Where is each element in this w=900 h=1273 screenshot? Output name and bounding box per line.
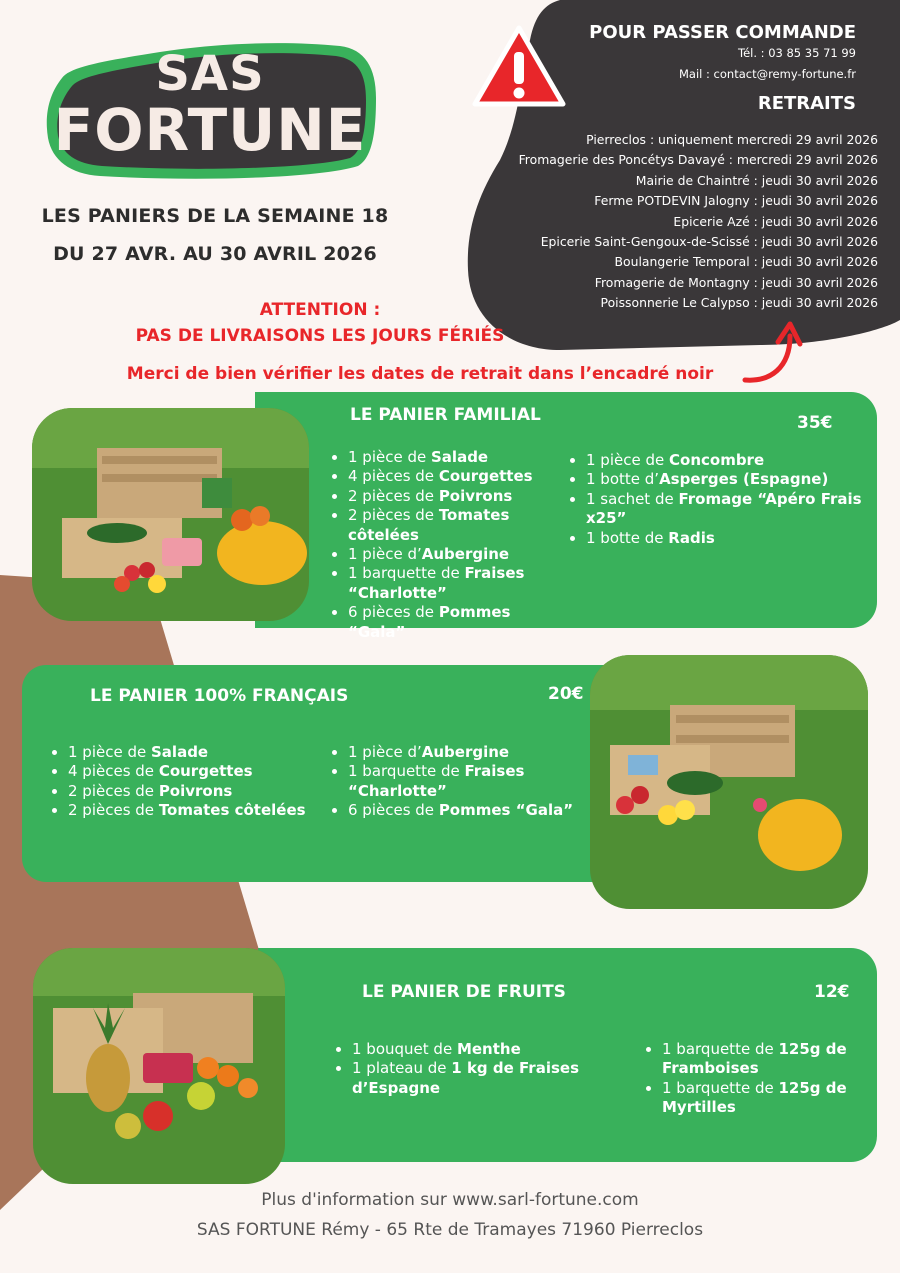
pickup-item: Boulangerie Temporal : jeudi 30 avril 2026 xyxy=(614,254,878,270)
basket-item-product: Fraises “Charlotte” xyxy=(348,762,525,800)
basket-item-quantity: 2 pièces de xyxy=(348,486,439,505)
basket-item-product: Fromage “Apéro Frais x25” xyxy=(586,489,862,528)
basket-item-quantity: 4 pièces de xyxy=(348,467,439,486)
basket-item-product: Pommes “Gala” xyxy=(438,801,574,820)
basket-item-quantity: 1 barquette de xyxy=(348,564,465,583)
basket-fruits-photo xyxy=(33,948,285,1184)
basket-item-quantity: 1 sachet de xyxy=(586,489,679,508)
warning-triangle-icon xyxy=(470,22,568,110)
basket-familial-photo xyxy=(32,408,309,621)
basket-item xyxy=(586,529,876,548)
basket-item xyxy=(348,743,588,762)
basket-item xyxy=(352,1040,612,1059)
basket-item-quantity: 1 botte d’ xyxy=(586,470,660,489)
basket-item xyxy=(68,762,323,781)
basket-item-quantity: 1 pièce de xyxy=(68,743,151,761)
week-title-line1: LES PANIERS DE LA SEMAINE 18 xyxy=(41,205,389,227)
basket-item-product: Pommes “Gala” xyxy=(348,603,511,641)
basket-item xyxy=(348,801,588,820)
basket-item xyxy=(348,487,573,506)
basket-item-quantity: 1 barquette de xyxy=(348,762,465,781)
basket-item-quantity: 2 pièces de xyxy=(68,801,159,820)
basket-item xyxy=(348,545,573,564)
basket-francais-list-col1 xyxy=(50,743,323,821)
basket-item-quantity: 1 plateau de xyxy=(352,1059,452,1078)
basket-item xyxy=(348,448,573,467)
basket-item-product: Poivrons xyxy=(438,486,513,505)
basket-item-quantity: 2 pièces de xyxy=(68,781,159,800)
week-title-line2: DU 27 AVR. AU 30 AVRIL 2026 xyxy=(53,243,377,265)
basket-item xyxy=(348,762,588,801)
basket-item xyxy=(586,490,876,529)
pickup-item: Mairie de Chaintré : jeudi 30 avril 2026 xyxy=(635,172,878,188)
basket-item xyxy=(352,1059,612,1098)
attention-heading: ATTENTION : xyxy=(259,300,381,320)
retraits-title: RETRAITS xyxy=(757,93,856,114)
basket-item-product: Asperges (Espagne) xyxy=(659,470,829,489)
basket-item xyxy=(586,451,876,470)
basket-item-quantity: 1 barquette de xyxy=(662,1078,779,1097)
basket-item-product: Fraises “Charlotte” xyxy=(348,564,525,602)
footer-address: SAS FORTUNE Rémy - 65 Rte de Tramayes 71960 Pierreclos xyxy=(196,1220,704,1240)
basket-fruits-list-col2 xyxy=(644,1040,882,1118)
basket-item-quantity: 1 pièce de xyxy=(586,451,669,469)
order-phone: Tél. : 03 85 35 71 99 xyxy=(738,46,856,60)
pickup-item: Pierreclos : uniquement mercredi 29 avril 2026 xyxy=(586,132,878,147)
pickup-item: Fromagerie de Montagny : jeudi 30 avril 2026 xyxy=(594,274,878,290)
pickup-item: Ferme POTDEVIN Jalogny : jeudi 30 avril 2026 xyxy=(594,193,878,209)
no-delivery-holidays: PAS DE LIVRAISONS LES JOURS FÉRIÉS xyxy=(135,326,505,346)
basket-francais-price: 20€ xyxy=(548,684,584,704)
basket-familial-list-col2 xyxy=(568,451,876,548)
basket-item-product: Menthe xyxy=(456,1040,521,1058)
basket-item xyxy=(348,467,573,486)
basket-francais-title: LE PANIER 100% FRANÇAIS xyxy=(90,686,349,706)
basket-item xyxy=(68,782,323,801)
basket-item-quantity: 6 pièces de xyxy=(348,801,439,820)
basket-item xyxy=(348,506,573,545)
order-mail: Mail : contact@remy-fortune.fr xyxy=(679,67,856,81)
pickup-item: Poissonnerie Le Calypso : jeudi 30 avril 2026 xyxy=(600,295,878,311)
basket-item-quantity: 2 pièces de xyxy=(348,506,439,525)
logo-text-fortune: FORTUNE xyxy=(53,96,367,164)
basket-item xyxy=(348,603,573,642)
basket-item-product: Radis xyxy=(668,528,715,547)
basket-item-quantity: 1 botte de xyxy=(586,528,669,547)
pickup-item: Fromagerie des Poncétys Davayé : mercredi 29 avril 2026 xyxy=(518,152,878,168)
basket-fruits-list-col1 xyxy=(334,1040,612,1098)
basket-francais-photo xyxy=(590,655,868,909)
basket-item-product: Concombre xyxy=(669,451,765,469)
basket-item-quantity: 1 bouquet de xyxy=(352,1040,457,1058)
basket-item xyxy=(662,1079,882,1118)
basket-item-quantity: 1 pièce d’ xyxy=(348,545,422,564)
basket-item xyxy=(348,564,573,603)
basket-item-product: 1 kg de Fraises d’Espagne xyxy=(352,1059,580,1097)
basket-item-product: Tomates côtelées xyxy=(348,506,510,544)
basket-francais-list-col2 xyxy=(330,743,588,821)
basket-item-product: Aubergine xyxy=(421,545,510,564)
basket-item-product: Aubergine xyxy=(421,743,510,761)
basket-item xyxy=(586,470,876,489)
basket-item-quantity: 4 pièces de xyxy=(68,762,159,781)
basket-item-quantity: 1 pièce d’ xyxy=(348,743,422,761)
basket-fruits-price: 12€ xyxy=(814,982,850,1002)
basket-item-product: Courgettes xyxy=(158,762,253,781)
logo-text-sas: SAS xyxy=(155,46,265,102)
basket-item-product: Courgettes xyxy=(438,467,533,486)
basket-fruits-title: LE PANIER DE FRUITS xyxy=(362,982,566,1002)
basket-familial-price: 35€ xyxy=(797,413,833,433)
basket-item-product: Tomates côtelées xyxy=(158,801,306,820)
basket-item xyxy=(68,801,323,820)
pickup-list xyxy=(519,130,878,314)
basket-item-quantity: 6 pièces de xyxy=(348,603,439,622)
basket-item-product: Salade xyxy=(151,743,209,761)
basket-item-product: 125g de Myrtilles xyxy=(662,1078,847,1117)
basket-item xyxy=(68,743,323,762)
basket-familial-list-col1 xyxy=(330,448,573,642)
basket-item-product: 125g de Framboises xyxy=(662,1040,847,1078)
basket-item-quantity: 1 pièce de xyxy=(348,448,431,466)
brand-logo xyxy=(40,38,380,183)
footer-website: Plus d'information sur www.sarl-fortune.com xyxy=(261,1190,639,1210)
basket-item-quantity: 1 barquette de xyxy=(662,1040,779,1058)
order-title: POUR PASSER COMMANDE xyxy=(589,22,856,43)
basket-item-product: Salade xyxy=(431,448,489,466)
basket-item-product: Poivrons xyxy=(158,781,233,800)
pickup-item: Epicerie Saint-Gengoux-de-Scissé : jeudi 30 avril 2026 xyxy=(540,234,878,250)
basket-item xyxy=(662,1040,882,1079)
pickup-item: Epicerie Azé : jeudi 30 avril 2026 xyxy=(673,213,878,229)
basket-familial-title: LE PANIER FAMILIAL xyxy=(350,405,541,425)
verify-dates-note: Merci de bien vérifier les dates de retrait dans l’encadré noir xyxy=(126,364,714,384)
